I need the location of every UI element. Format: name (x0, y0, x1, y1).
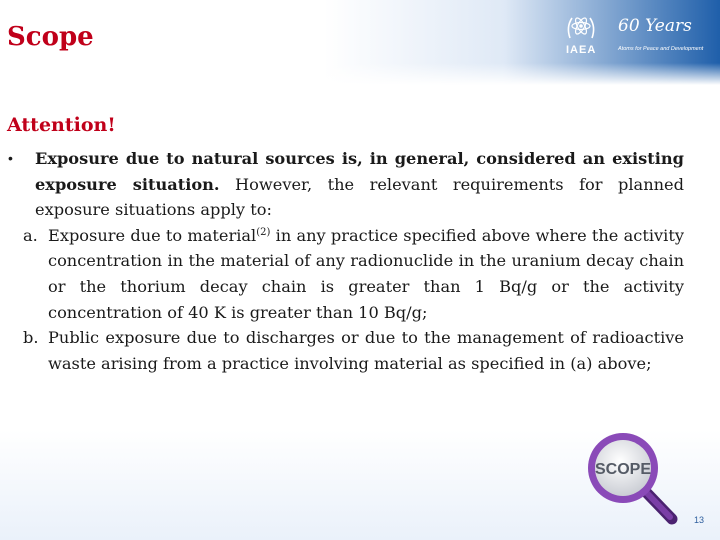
bullet-item (8, 146, 684, 223)
sub-list (8, 223, 684, 377)
scope-badge (582, 428, 682, 526)
bullet-bold-text: Exposure due to natural sources is, in general, considered an existing exposure situation. (35, 149, 684, 194)
logo-tagline: Atoms for Peace and Development (618, 46, 704, 52)
sub-item-a (8, 223, 684, 325)
magnifying-glass-icon (588, 433, 672, 519)
sub-item-text: Exposure due to material (48, 225, 257, 245)
page-number: 13 (693, 515, 704, 525)
logo-acronym: IAEA (566, 44, 597, 56)
scope-badge-label: SCOPE (594, 461, 652, 478)
sub-item-marker: a. (23, 225, 38, 245)
content-body (8, 146, 684, 376)
slide-title: Scope (7, 22, 94, 52)
sub-item-text: in any practice specified above where the activity concentration in the material of any radionuclide in the uranium decay chain or the thorium decay chain is greater than 1 Bq/g or the activity concentration of 40 K is greater than 10 Bq/g; (48, 225, 684, 322)
sub-item-b (8, 325, 684, 376)
iaea-atom-emblem-icon (564, 10, 598, 44)
bullet-marker: • (8, 150, 13, 166)
sub-item-marker: b. (23, 328, 39, 348)
logo-years: 60 Years (618, 16, 692, 36)
attention-heading: Attention! (7, 114, 116, 136)
sub-item-text: Public exposure due to discharges or due to the management of radioactive waste arising from a practice involving material as specified in (a) above; (48, 328, 684, 373)
bullet-text: However, the relevant requirements for planned exposure situations apply to: (35, 174, 684, 220)
iaea-logo (562, 10, 712, 60)
footnote-reference: (2) (256, 226, 271, 238)
